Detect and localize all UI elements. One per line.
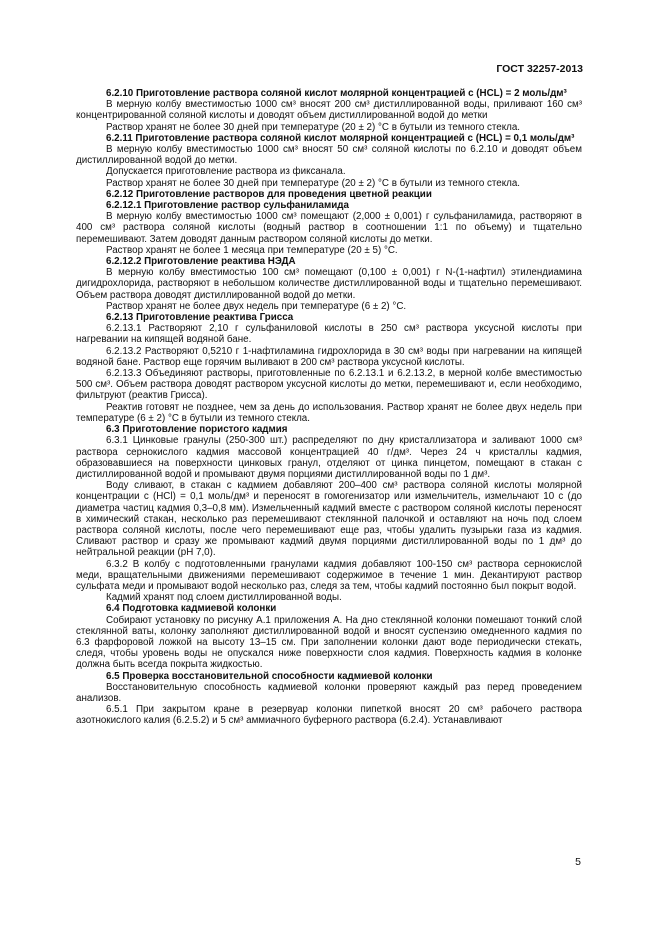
section-heading: 6.4 Подготовка кадмиевой колонки xyxy=(106,603,277,615)
section-heading: 6.2.11 Приготовление раствора соляной кислот молярной концентрацией с (HCL) = 0,1 моль/дм³ xyxy=(106,132,575,144)
section-heading: 6.5 Проверка восстановительной способности кадмиевой колонки xyxy=(106,670,433,682)
body-paragraph: Раствор хранят не более двух недель при температуре (6 ± 2) °С. xyxy=(106,300,407,312)
section-heading: 6.3 Приготовление пористого кадмия xyxy=(106,424,288,436)
body-paragraph: Раствор хранят не более 30 дней при температуре (20 ± 2) °С в бутыли из темного стекла. xyxy=(106,121,521,133)
body-paragraph: Допускается приготовление раствора из фиксанала. xyxy=(106,166,346,178)
body-paragraph: 6.2.13.3 Объединяют растворы, приготовленные по 6.2.13.1 и 6.2.13.2, в мерной колбе вместимостью 500 см³. Объем раствора доводят раствором уксусной кислоты до метки, перемешивают и, если необходимо, фильтруют (реактив Грисса). xyxy=(76,368,582,402)
body-paragraph: В мерную колбу вместимостью 100 см³ помещают (0,100 ± 0,001) г N-(1-нафтил) этилендиамина дигидрохлорида, растворяют в небольшом количестве дистиллированной воды и тщательно перемешивают. Объем раствора доводят дистиллированной водой до метки. xyxy=(76,267,582,301)
section-heading: 6.2.12.2 Приготовление реактива НЭДА xyxy=(106,256,296,268)
body-paragraph: Реактив готовят не позднее, чем за день до использования. Раствор хранят не более двух недель при температуре (6 ± 2) °С в бутыли из темного стекла. xyxy=(76,401,582,424)
body-paragraph: Восстановительную способность кадмиевой колонки проверяют каждый раз перед проведением анализов. xyxy=(76,681,582,704)
page-number: 5 xyxy=(575,856,581,868)
body-paragraph: 6.2.13.2 Растворяют 0,5210 г 1-нафтиламина гидрохлорида в 30 см³ воды при нагревании на кипящей водяной бане. Раствор еще горячим выливают в 200 см³ раствора уксусной кислоты. xyxy=(76,345,582,368)
body-paragraph: 6.2.13.1 Растворяют 2,10 г сульфаниловой кислоты в 250 см³ раствора уксусной кислоты при нагревании на кипящей водяной бане. xyxy=(76,323,582,346)
body-paragraph: Воду сливают, в стакан с кадмием добавляют 200–400 см³ раствора соляной кислоты молярной концентрации с (HCl) = 0,1 моль/дм³ и переносят в гомогенизатор или измельчитель, измельчают 10 с (до диаметра частиц кадмия 0,3–0,8 мм). Измельченный кадмий вместе с раствором соляной кислоты переносят в химический стакан, несколько раз перемешивают стеклянной палочкой и оставляют на ночь под слоем раствора соляной кислоты, после чего перемешивают еще раз, чтобы удалить пузырьки газа из кадмия. Сливают раствор и сразу же промывают кадмий двумя порциями дистиллированной воды по 1 дм³ до нейтральной реакции (рН 7,0). xyxy=(76,480,582,559)
document-body xyxy=(76,88,582,727)
body-paragraph: 6.5.1 При закрытом кране в резервуар колонки пипеткой вносят 20 см³ рабочего раствора азотнокислого калия (6.2.5.2) и 5 см³ аммиачного буферного раствора (6.2.4). Устанавливают xyxy=(76,704,582,727)
section-heading: 6.2.12.1 Приготовление раствор сульфаниламида xyxy=(106,200,349,212)
body-paragraph: Раствор хранят не более 30 дней при температуре (20 ± 2) °С в бутыли из темного стекла. xyxy=(106,177,521,189)
body-paragraph: В мерную колбу вместимостью 1000 см³ вносят 50 см³ соляной кислоты по 6.2.10 и доводят объем дистиллированной водой до метки. xyxy=(76,144,582,167)
body-paragraph: В мерную колбу вместимостью 1000 см³ помещают (2,000 ± 0,001) г сульфаниламида, растворяют в 400 см³ раствора соляной кислоты (водный раствор в соотношении 1:1 по объему) и тщательно перемешивают. Затем доводят данным раствором соляной кислоты до метки. xyxy=(76,211,582,245)
body-paragraph: 6.3.2 В колбу с подготовленными гранулами кадмия добавляют 100-150 см³ раствора сернокислой меди, вращательными движениями перемешивают содержимое в течение 1 мин. Декантируют раствор сульфата меди и промывают водой несколько раз, следя за тем, чтобы кадмий постоянно был покрыт водой. xyxy=(76,558,582,592)
section-heading: 6.2.12 Приготовление растворов для проведения цветной реакции xyxy=(106,188,432,200)
body-paragraph: В мерную колбу вместимостью 1000 см³ вносят 200 см³ дистиллированной воды, приливают 160 см³ концентрированной соляной кислоты и доводят объем дистиллированной водой до метки xyxy=(76,99,582,122)
body-paragraph: 6.3.1 Цинковые гранулы (250-300 шт.) распределяют по дну кристаллизатора и заливают 1000 см³ раствора сернокислого кадмия массовой концентрацией 40 г/дм³. Через 24 ч кристаллы кадмия, образовавшиеся на поверхности цинковых гранул, отделяют от цинка пинцетом, помещают в стакан с дистиллированной водой и промывают двумя порциями дистиллированной воды по 1 дм³. xyxy=(76,435,582,480)
body-paragraph: Собирают установку по рисунку А.1 приложения А. На дно стеклянной колонки помешают тонкий слой стеклянной ваты, колонку заполняют дистиллированной водой и вносят суспензию омедненного кадмия по 6.3 фарфоровой ложкой на высоту 13–15 см. При заполнении колонки дают воде периодически стекать, следя, чтобы уровень воды не опускался ниже поверхности слоя кадмия. Поверхность кадмия в колонке должна быть всегда покрыта жидкостью. xyxy=(76,614,582,671)
section-heading: 6.2.13 Приготовление реактива Грисса xyxy=(106,312,294,324)
standard-number: ГОСТ 32257-2013 xyxy=(496,63,583,75)
body-paragraph: Кадмий хранят под слоем дистиллированной воды. xyxy=(106,592,342,604)
body-paragraph: Раствор хранят не более 1 месяца при температуре (20 ± 5) °С. xyxy=(106,244,398,256)
section-heading: 6.2.10 Приготовление раствора соляной кислот молярной концентрацией с (HCL) = 2 моль/дм³ xyxy=(106,88,567,99)
